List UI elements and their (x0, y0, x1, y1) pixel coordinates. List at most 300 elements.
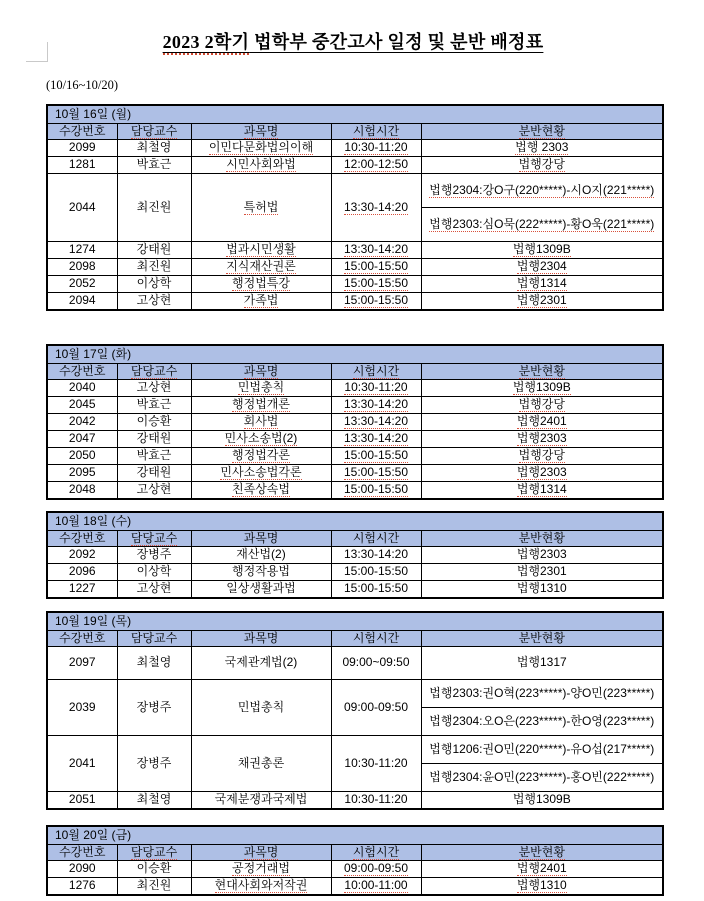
professor-cell (117, 482, 191, 500)
column-header-label: 시험시간 (352, 844, 400, 859)
course-no-value: 2044 (68, 199, 96, 214)
course-no-cell (47, 861, 117, 878)
subject-value: 행정법특강 (232, 276, 290, 291)
room-value: 법행 2303 (515, 140, 569, 155)
schedule-table-1 (46, 104, 664, 311)
column-header-room (421, 364, 663, 380)
column-header-label: 분반현황 (518, 123, 565, 138)
exam-time-value: 12:00-12:50 (343, 157, 409, 172)
course-no-value: 2040 (68, 380, 96, 395)
exam-time-cell (331, 792, 421, 810)
professor-cell (117, 276, 191, 293)
course-no-value: 1274 (68, 242, 96, 257)
exam-time-cell (331, 276, 421, 293)
column-header-professor (117, 845, 191, 861)
exam-time-value: 13:30-14:20 (343, 242, 409, 257)
course-no-value: 2090 (68, 861, 96, 876)
course-no-value: 2095 (68, 465, 96, 480)
room-cell (421, 736, 663, 764)
table-row (47, 174, 663, 208)
room-cell (421, 174, 663, 208)
course-no-cell (47, 397, 117, 414)
room-cell (421, 380, 663, 397)
professor-cell (117, 547, 191, 564)
page-title (46, 28, 660, 54)
day-header-row (47, 826, 663, 845)
professor-cell (117, 878, 191, 896)
column-header-professor (117, 364, 191, 380)
column-header-course-no (47, 364, 117, 380)
exam-time-cell (331, 293, 421, 311)
course-no-value: 2047 (68, 431, 96, 446)
course-no-cell (47, 157, 117, 174)
professor-value: 박효근 (136, 157, 172, 172)
course-no-value: 1227 (68, 581, 96, 596)
day-header: 10월 18일 (수) (47, 512, 663, 531)
professor-cell (117, 259, 191, 276)
exam-time-value: 13:30-14:20 (343, 397, 409, 412)
room-cell (421, 157, 663, 174)
room-cell (421, 708, 663, 736)
column-header-label: 과목명 (243, 363, 279, 378)
room-value: 법행1314 (516, 276, 567, 291)
room-value: 법행강당 (518, 397, 565, 412)
schedule-table-5 (46, 825, 664, 896)
course-no-value: 2045 (68, 397, 96, 412)
course-no-value: 1281 (68, 157, 96, 172)
subject-cell (191, 736, 331, 792)
course-no-cell (47, 414, 117, 431)
exam-time-value: 10:30-11:20 (344, 792, 408, 807)
exam-time-cell (331, 242, 421, 259)
room-value: 법행2401 (516, 861, 567, 876)
exam-time-value: 13:30-14:20 (343, 547, 409, 562)
subject-cell (191, 259, 331, 276)
table-row (47, 448, 663, 465)
professor-cell (117, 564, 191, 581)
column-header-label: 분반현황 (518, 530, 565, 545)
room-value: 법행2301 (516, 293, 567, 308)
day-header-row (47, 612, 663, 631)
room-value: 법행1310 (516, 581, 567, 596)
professor-cell (117, 174, 191, 242)
column-header-room (421, 124, 663, 140)
subject-value: 일상생활과법 (226, 581, 296, 596)
table-row (47, 547, 663, 564)
subject-value: 국제분쟁과국제법 (214, 792, 308, 807)
professor-value: 이상학 (136, 564, 172, 579)
course-no-value: 2096 (68, 564, 96, 579)
column-header-row (47, 124, 663, 140)
column-header-room (421, 531, 663, 547)
professor-cell (117, 465, 191, 482)
schedule-tables (46, 104, 704, 896)
room-value: 법행2304:강O구(220*****)-시O지(221*****) (429, 182, 655, 197)
exam-time-value: 15:00-15:50 (343, 448, 409, 463)
professor-value: 강태원 (136, 465, 172, 480)
subject-cell (191, 157, 331, 174)
column-header-professor (117, 531, 191, 547)
room-value: 법행2303 (516, 465, 567, 480)
professor-value: 강태원 (136, 242, 172, 257)
column-header-label: 담당교수 (130, 123, 178, 138)
professor-value: 이상학 (136, 276, 172, 291)
exam-time-value: 10:30-11:20 (344, 380, 408, 395)
course-no-value: 2041 (68, 755, 96, 770)
room-value: 법행2401 (516, 414, 567, 429)
professor-cell (117, 140, 191, 157)
professor-value: 고상현 (136, 380, 172, 395)
course-no-cell (47, 259, 117, 276)
professor-cell (117, 448, 191, 465)
course-no-value: 2099 (68, 140, 96, 155)
subject-value: 지식재산권론 (226, 259, 296, 274)
column-header-course-no (47, 845, 117, 861)
column-header-row (47, 631, 663, 647)
table-row (47, 861, 663, 878)
table-row (47, 140, 663, 157)
course-no-cell (47, 680, 117, 736)
subject-cell (191, 276, 331, 293)
room-value: 법행2303:심O묵(222*****)-황O욱(221*****) (429, 216, 655, 231)
table-row (47, 736, 663, 764)
column-header-subject (191, 845, 331, 861)
column-header-label: 시험시간 (352, 530, 400, 545)
subject-value: 행정법개론 (232, 397, 290, 412)
title-rest: 법학부 중간고사 일정 및 분반 배정표 (249, 32, 544, 52)
exam-time-value: 15:00-15:50 (343, 581, 409, 596)
exam-time-cell (331, 174, 421, 242)
subject-value: 민사소송법(2) (224, 431, 298, 446)
course-no-cell (47, 878, 117, 896)
table-row (47, 431, 663, 448)
table-row (47, 680, 663, 708)
exam-time-value: 15:00-15:50 (343, 465, 409, 480)
room-value: 법행2303 (516, 431, 567, 446)
date-range: (10/16~10/20) (46, 78, 119, 92)
subject-cell (191, 397, 331, 414)
table-row (47, 465, 663, 482)
column-header-subject (191, 124, 331, 140)
room-value: 법행강당 (518, 448, 565, 463)
table-row (47, 564, 663, 581)
exam-time-value: 09:00-09:50 (343, 699, 409, 714)
column-header-label: 담당교수 (130, 530, 178, 545)
subject-value: 민사소송법각론 (220, 465, 302, 480)
room-cell (421, 414, 663, 431)
subject-value: 친족상속법 (232, 482, 290, 497)
column-header-label: 과목명 (243, 530, 279, 545)
table-row (47, 581, 663, 599)
professor-cell (117, 380, 191, 397)
subject-value: 특허법 (243, 199, 279, 214)
column-header-label: 분반현황 (518, 363, 565, 378)
subject-cell (191, 465, 331, 482)
course-no-value: 2094 (68, 293, 96, 308)
exam-time-value: 15:00-15:50 (343, 259, 409, 274)
subject-value: 채권총론 (237, 755, 285, 770)
room-value: 법행1309B (512, 380, 571, 395)
course-no-cell (47, 736, 117, 792)
course-no-cell (47, 482, 117, 500)
column-header-professor (117, 631, 191, 647)
column-header-subject (191, 631, 331, 647)
professor-cell (117, 293, 191, 311)
professor-cell (117, 397, 191, 414)
room-cell (421, 276, 663, 293)
subject-cell (191, 380, 331, 397)
column-header-label: 과목명 (243, 844, 279, 859)
course-no-cell (47, 564, 117, 581)
table-row (47, 482, 663, 500)
course-no-value: 1276 (68, 878, 96, 893)
exam-time-cell (331, 140, 421, 157)
table-row (47, 276, 663, 293)
course-no-cell (47, 380, 117, 397)
exam-time-cell (331, 431, 421, 448)
table-row (47, 397, 663, 414)
exam-time-value: 09:00~09:50 (342, 655, 410, 670)
course-no-value: 2051 (68, 792, 96, 807)
room-cell (421, 448, 663, 465)
professor-cell (117, 242, 191, 259)
course-no-cell (47, 448, 117, 465)
professor-cell (117, 736, 191, 792)
subject-value: 행정작용법 (232, 564, 290, 579)
room-value: 법행1317 (516, 655, 567, 670)
subject-value: 시민사회와법 (226, 157, 296, 172)
exam-time-value: 15:00-15:50 (343, 276, 409, 291)
course-no-value: 2092 (68, 547, 96, 562)
exam-time-cell (331, 465, 421, 482)
subject-value: 행정법각론 (232, 448, 290, 463)
exam-time-value: 09:00-09:50 (343, 861, 409, 876)
room-cell (421, 564, 663, 581)
course-no-cell (47, 581, 117, 599)
exam-time-cell (331, 564, 421, 581)
day-header: 10월 20일 (금) (47, 826, 663, 845)
room-value: 법행1309B (512, 242, 571, 257)
room-cell (421, 208, 663, 242)
professor-value: 최철영 (136, 140, 172, 155)
schedule-table-4 (46, 611, 664, 810)
exam-time-cell (331, 861, 421, 878)
column-header-course-no (47, 124, 117, 140)
room-value: 법행1314 (516, 482, 567, 497)
professor-cell (117, 647, 191, 680)
professor-value: 박효근 (136, 448, 172, 463)
subject-cell (191, 680, 331, 736)
course-no-cell (47, 647, 117, 680)
course-no-value: 2039 (68, 699, 96, 714)
subject-cell (191, 547, 331, 564)
professor-value: 최철영 (136, 792, 172, 807)
column-header-exam-time (331, 631, 421, 647)
schedule-table-2 (46, 344, 664, 500)
professor-value: 장병주 (136, 699, 172, 714)
room-cell (421, 431, 663, 448)
course-no-value: 2098 (68, 259, 96, 274)
subject-cell (191, 448, 331, 465)
column-header-label: 시험시간 (352, 630, 400, 645)
exam-time-cell (331, 547, 421, 564)
subject-cell (191, 293, 331, 311)
table-row (47, 242, 663, 259)
course-no-cell (47, 140, 117, 157)
exam-time-cell (331, 414, 421, 431)
column-header-exam-time (331, 124, 421, 140)
room-cell (421, 792, 663, 810)
table-row (47, 647, 663, 680)
room-cell (421, 861, 663, 878)
column-header-subject (191, 364, 331, 380)
professor-cell (117, 792, 191, 810)
professor-value: 박효근 (136, 397, 172, 412)
professor-value: 이승환 (136, 861, 172, 876)
title-year-term: 2023 2학기 (163, 32, 250, 55)
room-cell (421, 242, 663, 259)
table-row (47, 380, 663, 397)
professor-value: 이승환 (136, 414, 172, 429)
subject-cell (191, 581, 331, 599)
subject-cell (191, 861, 331, 878)
subject-cell (191, 431, 331, 448)
room-cell (421, 547, 663, 564)
course-no-value: 2097 (68, 655, 96, 670)
course-no-value: 2052 (68, 276, 96, 291)
column-header-course-no (47, 531, 117, 547)
column-header-row (47, 531, 663, 547)
professor-value: 장병주 (136, 547, 172, 562)
column-header-exam-time (331, 364, 421, 380)
course-no-value: 2048 (68, 482, 96, 497)
professor-value: 최진원 (136, 878, 172, 893)
room-value: 법행강당 (518, 157, 565, 172)
room-cell (421, 259, 663, 276)
subject-cell (191, 792, 331, 810)
column-header-label: 시험시간 (352, 123, 400, 138)
professor-value: 강태원 (136, 431, 172, 446)
subject-cell (191, 140, 331, 157)
exam-time-cell (331, 397, 421, 414)
column-header-label: 담당교수 (130, 844, 178, 859)
exam-time-value: 15:00-15:50 (343, 482, 409, 497)
day-header-row (47, 105, 663, 124)
course-no-cell (47, 465, 117, 482)
column-header-label: 분반현황 (518, 630, 565, 645)
subject-value: 공정거래법 (232, 861, 290, 876)
table-row (47, 259, 663, 276)
column-header-label: 분반현황 (518, 844, 565, 859)
subject-cell (191, 482, 331, 500)
subject-value: 이민다문화법의이해 (208, 140, 314, 155)
room-value: 법행1309B (512, 792, 571, 807)
day-header: 10월 19일 (목) (47, 612, 663, 631)
room-cell (421, 581, 663, 599)
subject-value: 가족법 (243, 293, 279, 308)
room-cell (421, 878, 663, 896)
room-value: 법행1206:권O민(220*****)-유O섭(217*****) (429, 741, 655, 756)
room-cell (421, 647, 663, 680)
course-no-value: 2050 (68, 448, 96, 463)
exam-time-value: 10:00-11:00 (344, 878, 408, 893)
day-header: 10월 16일 (월) (47, 105, 663, 124)
professor-value: 최철영 (136, 655, 172, 670)
exam-time-cell (331, 259, 421, 276)
exam-time-cell (331, 878, 421, 896)
table-row (47, 157, 663, 174)
room-cell (421, 397, 663, 414)
exam-time-value: 15:00-15:50 (343, 293, 409, 308)
column-header-room (421, 845, 663, 861)
exam-time-value: 10:30-11:20 (344, 755, 408, 770)
day-header: 10월 17일 (화) (47, 345, 663, 364)
exam-time-cell (331, 380, 421, 397)
column-header-professor (117, 124, 191, 140)
professor-cell (117, 414, 191, 431)
professor-cell (117, 680, 191, 736)
column-header-exam-time (331, 531, 421, 547)
exam-time-cell (331, 581, 421, 599)
professor-value: 고상현 (136, 581, 172, 596)
room-cell (421, 482, 663, 500)
column-header-room (421, 631, 663, 647)
exam-time-value: 13:30-14:20 (343, 414, 409, 429)
column-header-row (47, 845, 663, 861)
room-cell (421, 764, 663, 792)
course-no-cell (47, 293, 117, 311)
subject-cell (191, 242, 331, 259)
day-header-row (47, 512, 663, 531)
room-value: 법행2304 (516, 259, 567, 274)
course-no-cell (47, 547, 117, 564)
column-header-subject (191, 531, 331, 547)
column-header-label: 담당교수 (130, 630, 178, 645)
course-no-cell (47, 174, 117, 242)
subject-value: 법과시민생활 (226, 242, 296, 257)
course-no-value: 2042 (68, 414, 96, 429)
room-cell (421, 465, 663, 482)
table-row (47, 293, 663, 311)
column-header-label: 과목명 (243, 630, 279, 645)
exam-time-cell (331, 482, 421, 500)
professor-value: 장병주 (136, 755, 172, 770)
course-no-cell (47, 792, 117, 810)
column-header-row (47, 364, 663, 380)
room-value: 법행2303:권O혁(223*****)-양O민(223*****) (429, 685, 655, 700)
exam-time-cell (331, 736, 421, 792)
table-row (47, 414, 663, 431)
subject-cell (191, 564, 331, 581)
room-value: 법행2303 (516, 547, 567, 562)
course-no-cell (47, 276, 117, 293)
room-value: 법행2304:오O은(223*****)-한O영(223*****) (429, 713, 655, 728)
column-header-label: 수강번호 (59, 530, 106, 545)
column-header-exam-time (331, 845, 421, 861)
column-header-label: 과목명 (243, 123, 279, 138)
professor-cell (117, 157, 191, 174)
subject-value: 민법총칙 (237, 380, 285, 395)
table-row (47, 792, 663, 810)
subject-cell (191, 174, 331, 242)
room-cell (421, 140, 663, 157)
course-no-cell (47, 431, 117, 448)
professor-cell (117, 861, 191, 878)
room-value: 법행1310 (516, 878, 567, 893)
exam-time-value: 15:00-15:50 (343, 564, 409, 579)
exam-time-cell (331, 448, 421, 465)
professor-value: 최진원 (136, 259, 172, 274)
